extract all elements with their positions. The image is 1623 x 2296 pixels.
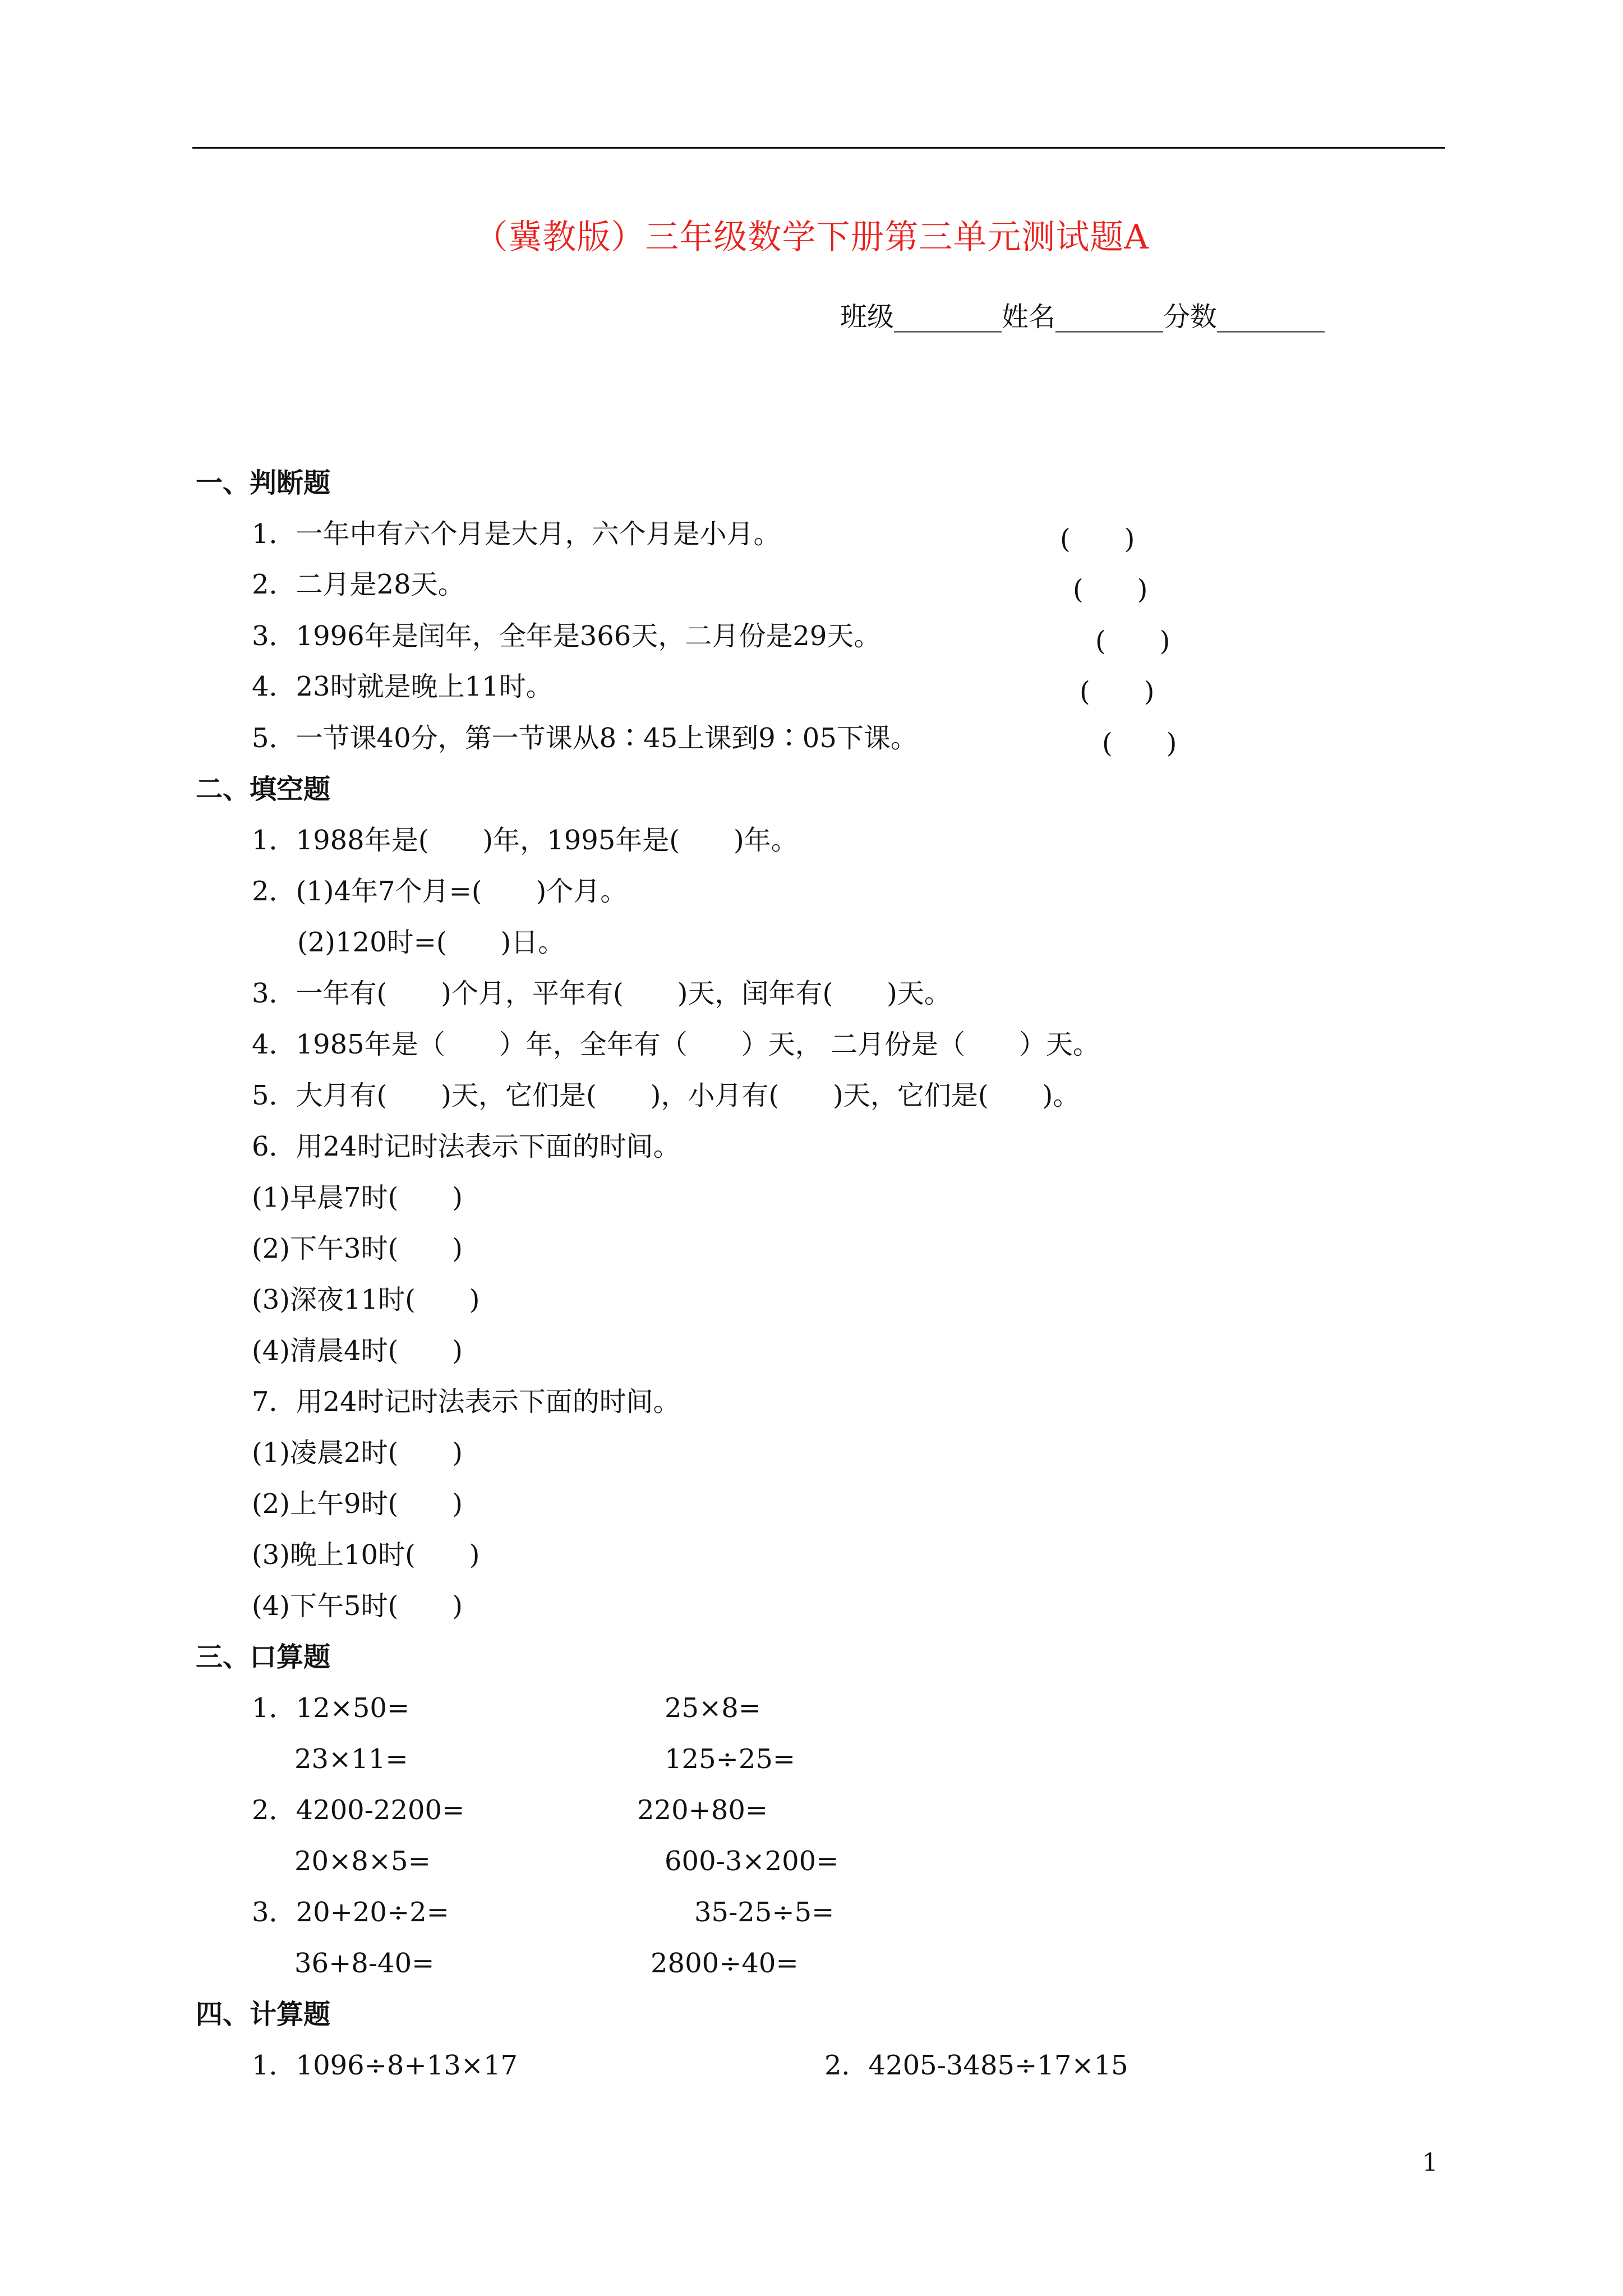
oral-calc-item: 25×8= [665,1692,762,1724]
question-text: 7．用24时记时法表示下面的时间。 [252,1386,680,1418]
page-number: 1 [1422,2148,1438,2177]
section-heading: 二、填空题 [196,774,331,805]
oral-calc-item: 220+80= [637,1795,768,1826]
oral-calc-item: 3．20+20÷2= [252,1897,449,1928]
oral-calc-item: 20×8×5= [294,1846,431,1877]
section-heading: 三、口算题 [196,1641,331,1673]
answer-blank: ( ) [1060,523,1135,555]
question-text: (1)早晨7时( ) [252,1182,463,1213]
oral-calc-item: 36+8-40= [294,1948,435,1979]
calc-item: 2．4205-3485÷17×15 [824,2050,1128,2081]
question-text: (3)晚上10时( ) [252,1539,480,1571]
question-text: 6．用24时记时法表示下面的时间。 [252,1131,680,1162]
oral-calc-item: 125÷25= [665,1743,796,1775]
oral-calc-item: 1．12×50= [252,1692,410,1724]
student-info-line: 班级________姓名________分数________ [840,301,1325,333]
question-text: (4)清晨4时( ) [252,1335,463,1366]
oral-calc-item: 600-3×200= [665,1846,839,1877]
question-text: (4)下午5时( ) [252,1590,463,1622]
question-text: 2．(1)4年7个月=( )个月。 [252,876,628,907]
question-text: 1．一年中有六个月是大月，六个月是小月。 [252,518,781,550]
question-text: (2)下午3时( ) [252,1233,463,1264]
question-text: 4．1985年是（ ）年，全年有（ ）天， 二月份是（ ）天。 [252,1029,1100,1060]
answer-blank: ( ) [1102,728,1177,759]
question-text: (3)深夜11时( ) [252,1284,480,1315]
question-text: 5．一节课40分，第一节课从8∶45上课到9∶05下课。 [252,723,917,754]
oral-calc-item: 23×11= [294,1743,408,1775]
question-text: (2)120时=( )日。 [297,927,565,958]
oral-calc-item: 35-25÷5= [694,1897,834,1928]
question-text: 1．1988年是( )年，1995年是( )年。 [252,825,798,856]
oral-calc-item: 2800÷40= [651,1948,799,1979]
question-text: 2．二月是28天。 [252,569,465,600]
header-rule [192,147,1445,149]
question-text: (1)凌晨2时( ) [252,1437,463,1469]
section-heading: 四、计算题 [196,1999,331,2030]
section-heading: 一、判断题 [196,467,331,499]
question-text: 4．23时就是晚上11时。 [252,671,553,702]
question-text: 5．大月有( )天，它们是( )，小月有( )天，它们是( )。 [252,1080,1080,1111]
oral-calc-item: 2．4200-2200= [252,1795,465,1826]
question-text: (2)上午9时( ) [252,1488,463,1520]
answer-blank: ( ) [1095,625,1170,657]
calc-item: 1．1096÷8+13×17 [252,2050,518,2081]
answer-blank: ( ) [1080,676,1155,707]
question-text: 3．一年有( )个月，平年有( )天，闰年有( )天。 [252,978,951,1009]
document-title: （冀教版）三年级数学下册第三单元测试题A [474,218,1149,257]
question-text: 3．1996年是闰年，全年是366天，二月份是29天。 [252,620,881,652]
answer-blank: ( ) [1073,574,1148,605]
